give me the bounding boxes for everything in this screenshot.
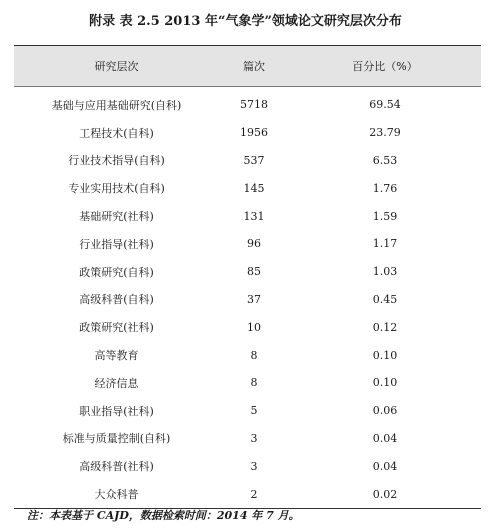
percent-cell: 1.59 xyxy=(372,209,398,223)
research-level-table xyxy=(14,45,481,509)
percent-cell: 0.06 xyxy=(372,404,398,418)
research-level-cell: 专业实用技术(自科) xyxy=(68,182,165,196)
table-row xyxy=(14,202,481,230)
percent-cell: 0.10 xyxy=(372,376,398,390)
percent-cell: 0.45 xyxy=(372,292,398,306)
percent-cell: 23.79 xyxy=(369,126,401,140)
header-percent: 百分比（%） xyxy=(352,60,418,73)
count-cell: 2 xyxy=(219,480,289,508)
count-cell: 10 xyxy=(247,320,261,334)
count-cell: 96 xyxy=(247,237,261,251)
count-cell: 8 xyxy=(250,348,258,362)
table-footnote: 注：本表基于 CAJD，数据检索时间：2014 年 7 月。 xyxy=(27,509,300,522)
table-row xyxy=(14,425,481,453)
research-level-cell: 工程技术(自科) xyxy=(79,126,154,140)
percent-cell: 0.02 xyxy=(289,480,481,508)
table-row xyxy=(14,174,481,202)
count-cell: 5 xyxy=(250,404,258,418)
table-row xyxy=(14,313,481,341)
table-title: 附录 表 2.5 2013 年“气象学”领域论文研究层次分布 xyxy=(89,14,402,29)
count-cell: 37 xyxy=(247,292,261,306)
research-level-cell: 基础研究(社科) xyxy=(79,210,154,224)
count-cell: 8 xyxy=(250,376,258,390)
table-row xyxy=(14,369,481,397)
count-cell: 537 xyxy=(243,153,265,167)
table-row xyxy=(14,119,481,147)
count-cell: 3 xyxy=(250,459,258,473)
research-level-cell: 经济信息 xyxy=(94,376,139,390)
research-level-cell: 高级科普(社科) xyxy=(79,460,154,474)
research-level-table-container xyxy=(14,45,481,509)
table-row xyxy=(14,452,481,480)
research-level-cell: 大众科普 xyxy=(14,480,219,508)
table-header xyxy=(14,46,481,87)
table-row xyxy=(14,397,481,425)
research-level-cell: 行业指导(社科) xyxy=(79,237,154,251)
research-level-cell: 行业技术指导(自科) xyxy=(68,154,165,168)
table-row xyxy=(14,147,481,175)
percent-cell: 0.04 xyxy=(372,459,398,473)
header-research-level: 研究层次 xyxy=(94,60,139,73)
percent-cell: 69.54 xyxy=(369,98,401,112)
research-level-cell: 基础与应用基础研究(自科) xyxy=(51,98,182,112)
research-level-cell: 政策研究(自科) xyxy=(79,265,154,279)
table-row xyxy=(14,480,481,508)
research-level-cell: 政策研究(社科) xyxy=(79,321,154,335)
percent-cell: 0.12 xyxy=(372,320,398,334)
table-row xyxy=(14,258,481,286)
table-row xyxy=(14,230,481,258)
table-body xyxy=(14,87,481,509)
research-level-cell: 高级科普(自科) xyxy=(79,293,154,307)
percent-cell: 1.03 xyxy=(372,265,398,279)
count-cell: 131 xyxy=(243,209,265,223)
table-row xyxy=(14,341,481,369)
percent-cell: 6.53 xyxy=(372,153,398,167)
research-level-cell: 职业指导(社科) xyxy=(79,404,154,418)
count-cell: 5718 xyxy=(240,98,268,112)
header-count: 篇次 xyxy=(243,60,265,73)
table-row xyxy=(14,87,481,119)
count-cell: 1956 xyxy=(240,126,268,140)
header-row xyxy=(14,46,481,87)
count-cell: 3 xyxy=(250,431,258,445)
percent-cell: 1.17 xyxy=(372,237,398,251)
percent-cell: 0.04 xyxy=(372,431,398,445)
percent-cell: 1.76 xyxy=(372,181,398,195)
research-level-cell: 标准与质量控制(自科) xyxy=(62,432,171,446)
table-row xyxy=(14,286,481,314)
count-cell: 145 xyxy=(243,181,265,195)
research-level-cell: 高等教育 xyxy=(94,349,139,363)
count-cell: 85 xyxy=(247,265,261,279)
percent-cell: 0.10 xyxy=(372,348,398,362)
